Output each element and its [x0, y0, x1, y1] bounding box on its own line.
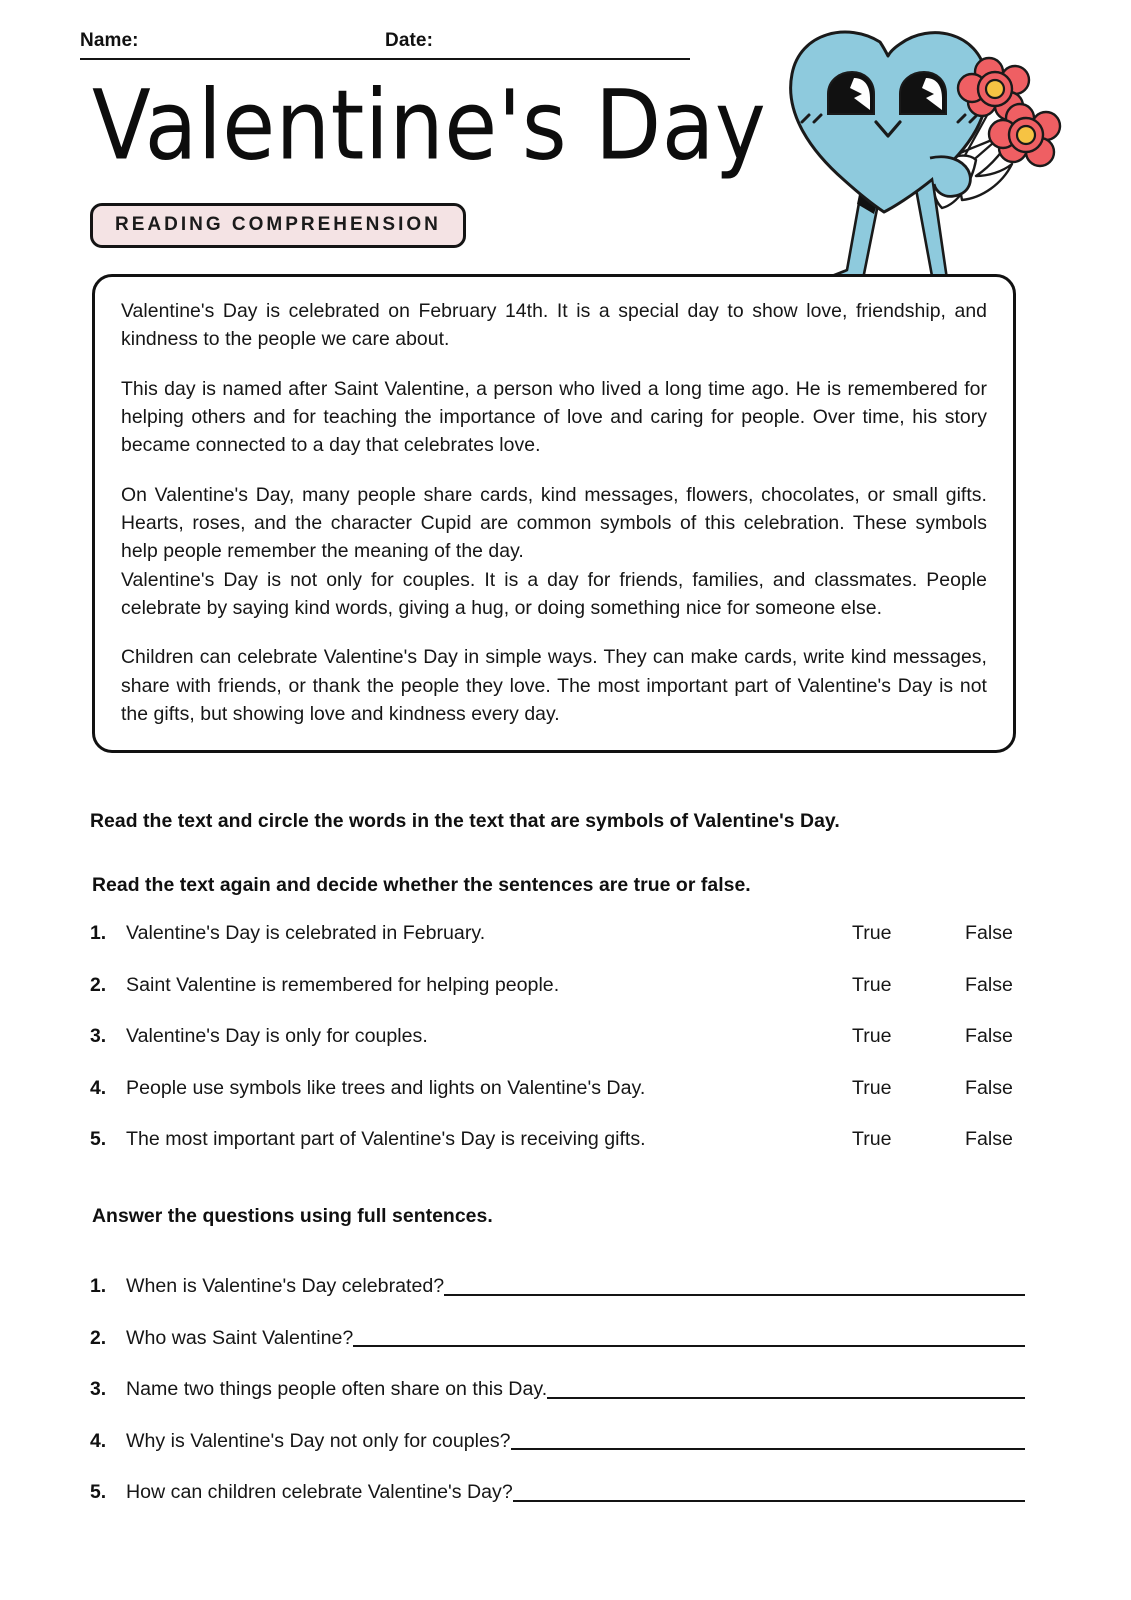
- question-row: [90, 1302, 1025, 1354]
- question-number: 4.: [90, 1429, 107, 1452]
- answer-line[interactable]: [353, 1345, 1025, 1347]
- item-statement: Valentine's Day is only for couples.: [126, 1025, 428, 1047]
- answer-line[interactable]: [547, 1397, 1025, 1399]
- date-label: Date:: [385, 30, 434, 51]
- true-false-row: [90, 1025, 1030, 1077]
- question-text: Why is Valentine's Day not only for couples?: [126, 1429, 511, 1452]
- question-text: When is Valentine's Day celebrated?: [126, 1275, 445, 1298]
- passage-paragraph: On Valentine's Day, many people share cards, kind messages, flowers, chocolates, or small gifts. Hearts, roses, and the character Cupid are common symbols of this celebration. These symbols help people remember the meaning of the day.: [121, 483, 987, 563]
- true-option[interactable]: True: [852, 922, 892, 944]
- item-number: 5.: [90, 1128, 107, 1150]
- heart-mascot-group: [791, 32, 1060, 298]
- question-number: 5.: [90, 1481, 107, 1504]
- answer-line[interactable]: [511, 1448, 1025, 1450]
- question-number: 3.: [90, 1378, 107, 1401]
- open-questions-list: [90, 1250, 1025, 1508]
- false-option[interactable]: False: [965, 1076, 1013, 1099]
- true-option[interactable]: True: [852, 1025, 892, 1047]
- true-false-row: [90, 922, 1030, 974]
- true-option[interactable]: True: [852, 1076, 892, 1099]
- question-row: [90, 1353, 1025, 1405]
- false-option[interactable]: False: [965, 973, 1013, 996]
- true-false-list: [90, 922, 1030, 1180]
- question-row: [90, 1250, 1025, 1302]
- item-number: 2.: [90, 973, 107, 996]
- name-date-rule[interactable]: [80, 58, 690, 60]
- reading-passage-box: [92, 274, 1016, 753]
- name-date-row: [80, 30, 690, 52]
- question-row: [90, 1405, 1025, 1457]
- item-statement: Saint Valentine is remembered for helping people.: [126, 973, 560, 996]
- true-false-row: [90, 1077, 1030, 1129]
- question-number: 1.: [90, 1275, 107, 1298]
- flower-center: [1017, 126, 1035, 144]
- instruction-true-false: Read the text again and decide whether the sentences are true or false.: [92, 874, 751, 896]
- question-row: [90, 1456, 1025, 1508]
- question-text: Who was Saint Valentine?: [126, 1326, 354, 1349]
- false-option[interactable]: False: [965, 1025, 1013, 1047]
- instruction-circle-words: Read the text and circle the words in the text that are symbols of Valentine's Day.: [90, 810, 840, 832]
- item-statement: Valentine's Day is celebrated in February.: [126, 922, 486, 944]
- question-number: 2.: [90, 1326, 107, 1349]
- question-text: How can children celebrate Valentine's Day?: [126, 1481, 513, 1504]
- item-number: 1.: [90, 922, 107, 944]
- true-false-row: [90, 974, 1030, 1026]
- true-option[interactable]: True: [852, 973, 892, 996]
- name-label: Name:: [80, 30, 139, 51]
- passage-paragraph: This day is named after Saint Valentine, a person who lived a long time ago. He is remembered for helping others and for teaching the importance of love and caring for people. Over time, his story became connected to a day that celebrates love.: [121, 377, 987, 457]
- item-number: 4.: [90, 1076, 107, 1099]
- student-info-header: [80, 30, 690, 60]
- flower-center: [986, 80, 1004, 98]
- item-statement: The most important part of Valentine's Day is receiving gifts.: [126, 1128, 646, 1150]
- question-text: Name two things people often share on this Day.: [126, 1378, 548, 1401]
- passage-paragraph: Valentine's Day is celebrated on February 14th. It is a special day to show love, friendship, and kindness to the people we care about.: [121, 300, 987, 351]
- false-option[interactable]: False: [965, 922, 1013, 944]
- false-option[interactable]: False: [965, 1128, 1013, 1150]
- instruction-answer-questions: Answer the questions using full sentences.: [92, 1205, 493, 1227]
- true-option[interactable]: True: [852, 1128, 892, 1150]
- answer-line[interactable]: [513, 1500, 1025, 1502]
- answer-line[interactable]: [444, 1294, 1025, 1296]
- passage-paragraph: Children can celebrate Valentine's Day in simple ways. They can make cards, write kind messages, share with friends, or thank the people they love. The most important part of Valentine's Day is not the gifts, but showing love and kindness every day.: [121, 646, 987, 725]
- item-number: 3.: [90, 1025, 107, 1047]
- page-title: Valentine's Day: [92, 70, 767, 183]
- heart-character-illustration: [762, 18, 1062, 298]
- passage-paragraph: Valentine's Day is not only for couples. It is a day for friends, families, and classmates. People celebrate by saying kind words, giving a hug, or doing something nice for someone else.: [121, 568, 987, 619]
- worksheet-type-badge: READING COMPREHENSION: [90, 203, 466, 248]
- item-statement: People use symbols like trees and lights on Valentine's Day.: [126, 1076, 646, 1099]
- true-false-row: [90, 1128, 1030, 1180]
